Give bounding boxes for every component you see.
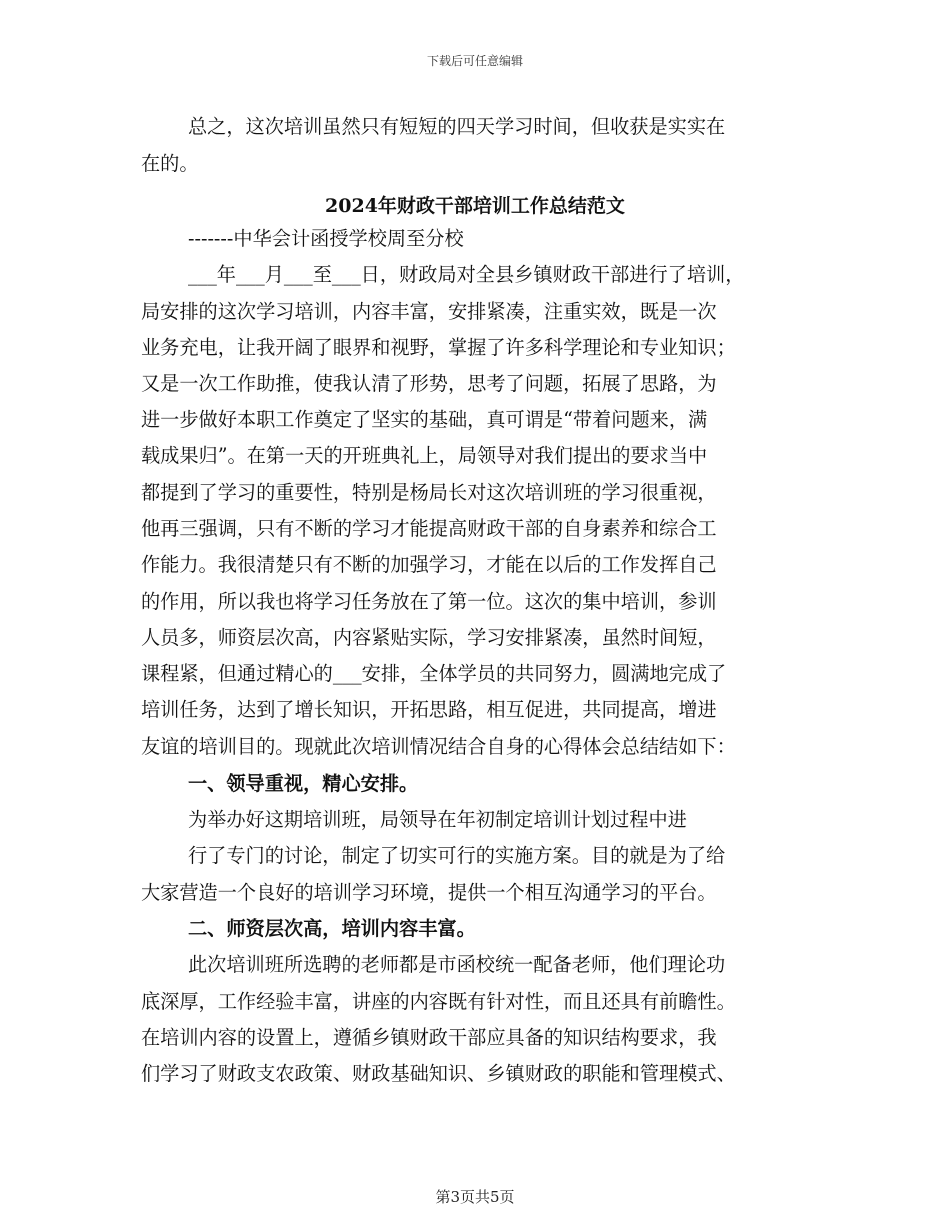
paragraph-line: 进一步做好本职工作奠定了坚实的基础，真可谓是“带着问题来，满	[141, 408, 708, 431]
paragraph-line: 他再三强调，只有不断的学习才能提高财政干部的自身素养和综合工	[141, 517, 717, 540]
paragraph-line: 培训任务，达到了增长知识，开拓思路，相互促进，共同提高，增进	[141, 698, 717, 721]
paragraph-line: 此次培训班所选聘的老师都是市函校统一配备老师，他们理论功	[188, 953, 726, 976]
intro-line: 在的。	[141, 152, 199, 175]
paragraph-line: 课程紧，但通过精心的___安排，全体学员的共同努力，圆满地完成了	[141, 662, 727, 685]
paragraph-line: 们学习了财政支农政策、财政基础知识、乡镇财政的职能和管理模式、	[141, 1062, 736, 1085]
paragraph-line: 业务充电，让我开阔了眼界和视野，掌握了许多科学理论和专业知识；	[141, 336, 736, 359]
section-heading: 一、领导重视，精心安排。	[188, 772, 419, 795]
paragraph-line: 局安排的这次学习培训，内容丰富，安排紧凑，注重实效，既是一次	[141, 300, 717, 323]
paragraph-line: 人员多，师资层次高，内容紧贴实际，学习安排紧凑，虽然时间短，	[141, 626, 717, 649]
paragraph-line: 行了专门的讨论，制定了切实可行的实施方案。目的就是为了给	[188, 844, 726, 867]
document-title: 2024年财政干部培训工作总结范文	[325, 195, 625, 217]
page-footer: 第3页共5页	[435, 1188, 515, 1206]
paragraph-line: 友谊的培训目的。现就此次培训情况结合自身的心得体会总结结如下：	[141, 735, 736, 758]
paragraph-line: 的作用，所以我也将学习任务放在了第一位。这次的集中培训，参训	[141, 590, 717, 613]
paragraph-line: 底深厚，工作经验丰富，讲座的内容既有针对性，而且还具有前瞻性。	[141, 990, 736, 1013]
byline: -------中华会计函授学校周至分校	[188, 227, 464, 250]
paragraph-line: 载成果归”。在第一天的开班典礼上，局领导对我们提出的要求当中	[141, 444, 708, 467]
paragraph-line: 为举办好这期培训班，局领导在年初制定培训计划过程中进	[188, 808, 687, 831]
paragraph-line: 大家营造一个良好的培训学习环境，提供一个相互沟通学习的平台。	[141, 881, 717, 904]
paragraph-line: 又是一次工作助推，使我认清了形势，思考了问题，拓展了思路，为	[141, 372, 717, 395]
paragraph-line: 都提到了学习的重要性，特别是杨局长对这次培训班的学习很重视，	[141, 481, 717, 504]
intro-line: 总之，这次培训虽然只有短短的四天学习时间，但收获是实实在	[188, 115, 726, 138]
paragraph-line: 作能力。我很清楚只有不断的加强学习，才能在以后的工作发挥自己	[141, 553, 717, 576]
paragraph-line: ___年___月___至___日，财政局对全县乡镇财政干部进行了培训，	[188, 263, 745, 286]
section-heading: 二、师资层次高，培训内容丰富。	[188, 917, 476, 940]
paragraph-line: 在培训内容的设置上，遵循乡镇财政干部应具备的知识结构要求，我	[141, 1026, 717, 1049]
page-header: 下载后可任意编辑	[426, 54, 523, 68]
